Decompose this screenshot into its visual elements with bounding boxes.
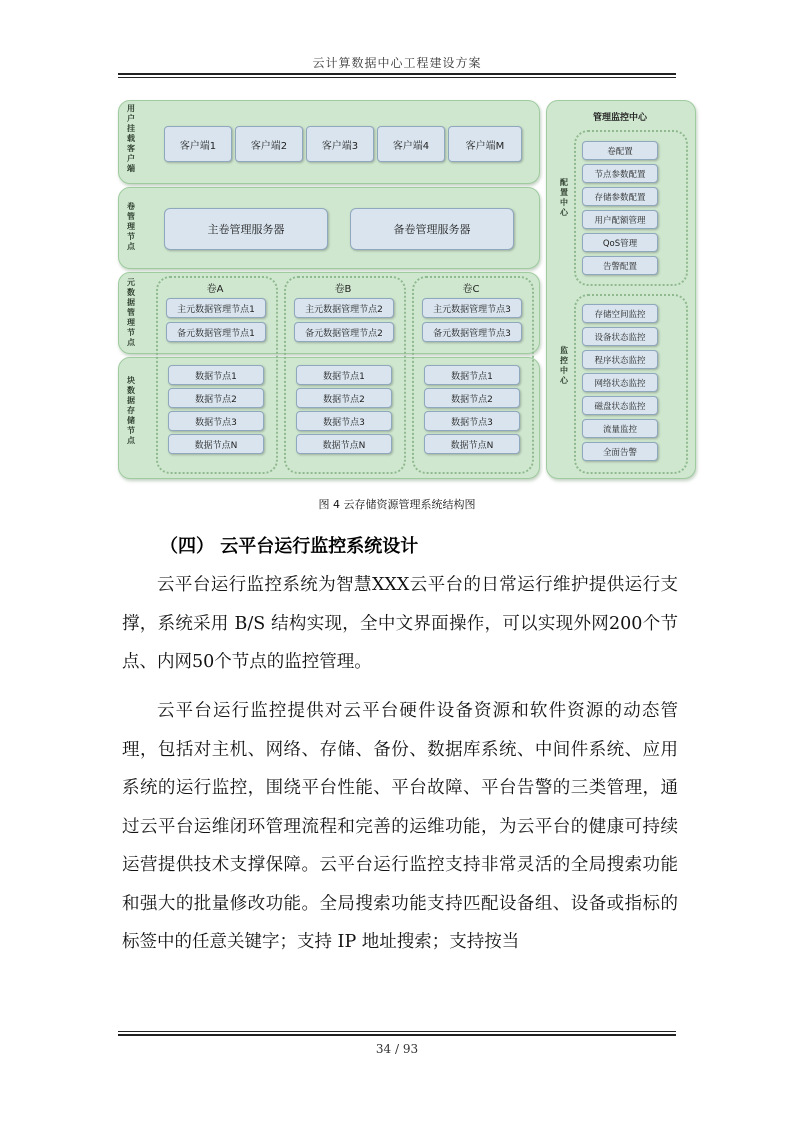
data-node: 数据节点N (424, 434, 520, 454)
data-node: 数据节点N (296, 434, 392, 454)
footer-rule-thin (118, 1031, 676, 1032)
header-rule (118, 73, 676, 75)
volume-c-label: 卷C (462, 284, 480, 295)
monitor-item: 流量监控 (582, 419, 658, 438)
header-rule-thin (118, 77, 676, 78)
client-box: 客户端2 (235, 126, 303, 162)
paragraph-2: 云平台运行监控提供对云平台硬件设备资源和软件资源的动态管理，包括对主机、网络、存储、备份、数据库系统、中间件系统、应用系统的运行监控，围绕平台性能、平台故障、平台告警的三类管理，通过云平台运维闭环管理流程和完善的运维功能，为云平台的健康可持续运营提供技术支撑保障。云平台运行监控支持非常灵活的全局搜索功能和强大的批量修改功能。全局搜索功能支持匹配设备组、设备或指标的标签中的任意关键字；支持 IP 地址搜索；支持按当 (122, 701, 678, 952)
client-box: 客户端3 (306, 126, 374, 162)
monitor-item: 网络状态监控 (582, 373, 658, 392)
client-row-label: 用户挂载客户端 (127, 104, 135, 173)
data-node: 数据节点1 (424, 365, 520, 385)
backup-metadata-node: 备元数据管理节点1 (166, 322, 266, 342)
data-node: 数据节点3 (296, 411, 392, 431)
primary-metadata-node: 主元数据管理节点3 (422, 298, 522, 318)
config-center-label: 配置中心 (560, 178, 568, 217)
monitor-item: 全面告警 (582, 442, 658, 461)
monitor-item: 设备状态监控 (582, 327, 658, 346)
running-header: 云计算数据中心工程建设方案 (312, 56, 482, 70)
primary-metadata-node: 主元数据管理节点1 (166, 298, 266, 318)
config-item: 告警配置 (582, 256, 658, 275)
monitor-center-label: 监控中心 (560, 346, 568, 385)
primary-volume-server: 主卷管理服务器 (164, 208, 328, 250)
data-node: 数据节点1 (168, 365, 264, 385)
data-node: 数据节点2 (424, 388, 520, 408)
volume-mgmt-label: 卷管理节点 (127, 202, 135, 251)
config-item: 卷配置 (582, 141, 658, 160)
paragraph-1: 云平台运行监控系统为智慧XXX云平台的日常运行维护提供运行支撑，系统采用 B/S 结构实现，全中文界面操作，可以实现外网200个节点、内网50个节点的监控管理。 (122, 575, 678, 672)
section-heading: （四） 云平台运行监控系统设计 (160, 536, 419, 557)
primary-metadata-node: 主元数据管理节点2 (294, 298, 394, 318)
page-number: 34 / 93 (375, 1042, 419, 1056)
volume-b-label: 卷B (334, 284, 352, 295)
client-box: 客户端1 (164, 126, 232, 162)
config-item: 用户配额管理 (582, 210, 658, 229)
client-box: 客户端4 (377, 126, 445, 162)
data-node: 数据节点3 (424, 411, 520, 431)
management-center-title: 管理监控中心 (592, 113, 647, 123)
data-node: 数据节点1 (296, 365, 392, 385)
backup-metadata-node: 备元数据管理节点3 (422, 322, 522, 342)
monitor-item: 磁盘状态监控 (582, 396, 658, 415)
data-node: 数据节点3 (168, 411, 264, 431)
footer-rule (118, 1034, 676, 1036)
block-storage-label: 块数据存储节点 (127, 376, 135, 445)
monitor-item: 程序状态监控 (582, 350, 658, 369)
backup-volume-server: 备卷管理服务器 (350, 208, 514, 250)
data-node: 数据节点2 (168, 388, 264, 408)
config-item: QoS管理 (582, 233, 658, 252)
volume-a-label: 卷A (206, 284, 224, 295)
storage-architecture-diagram (118, 98, 698, 480)
config-item: 节点参数配置 (582, 164, 658, 183)
backup-metadata-node: 备元数据管理节点2 (294, 322, 394, 342)
data-node: 数据节点N (168, 434, 264, 454)
data-node: 数据节点2 (296, 388, 392, 408)
client-box: 客户端M (448, 126, 522, 162)
monitor-item: 存储空间监控 (582, 304, 658, 323)
config-item: 存储参数配置 (582, 187, 658, 206)
metadata-label: 元数据管理节点 (127, 278, 135, 347)
figure-caption: 图 4 云存储资源管理系统结构图 (318, 498, 476, 511)
